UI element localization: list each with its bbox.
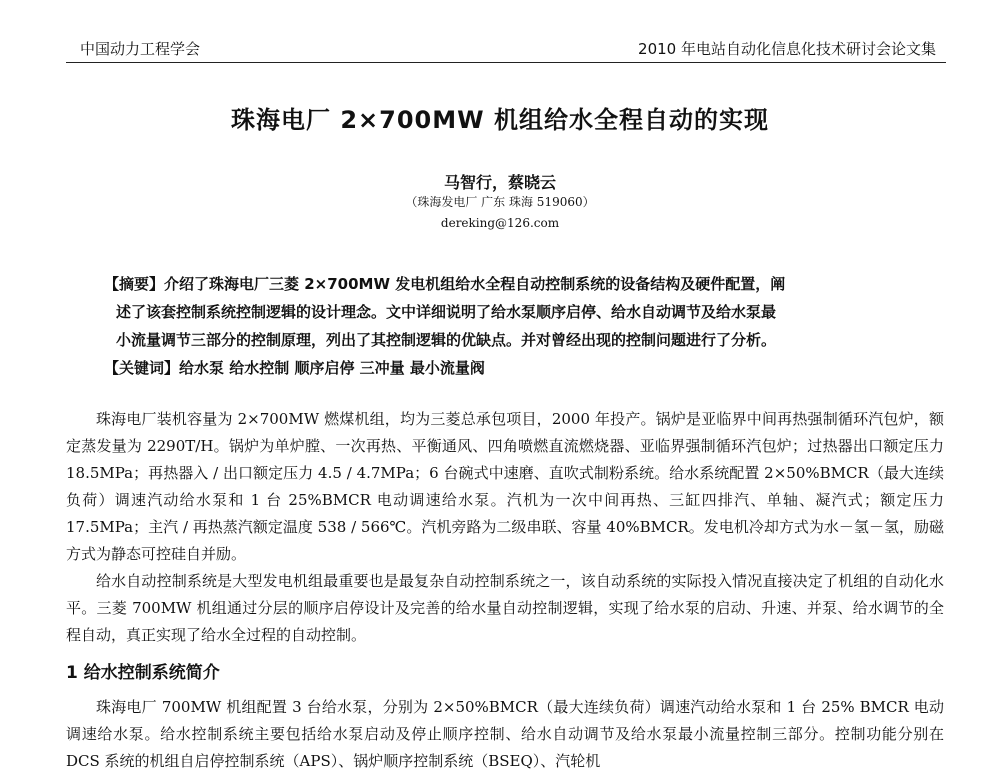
header-proceedings: 2010 年电站自动化信息化技术研讨会论文集 xyxy=(638,40,936,58)
intro-body xyxy=(66,406,944,649)
running-header xyxy=(66,38,946,63)
intro-paragraph: 给水自动控制系统是大型发电机组最重要也是最复杂自动控制系统之一，该自动系统的实际投入情况直接决定了机组的自动化水平。三菱 700MW 机组通过分层的顺序启停设计及完善的给水量自动控制逻辑，实现了给水泵的启动、升速、并泵、给水调节的全程自动，真正实现了给水全过程的自动控制。 xyxy=(66,572,944,644)
section-paragraph: 珠海电厂 700MW 机组配置 3 台给水泵，分别为 2×50%BMCR（最大连续负荷）调速汽动给水泵和 1 台 25% BMCR 电动调速给水泵。给水控制系统主要包括给水泵启动及停止顺序控制、给水自动调节及给水泵最小流量控制三部分。控制功能分别在 DCS 系统的机组自启停控制系统（APS）、锅炉顺序控制系统（BSEQ）、汽轮机 xyxy=(66,698,944,770)
paper-affiliation: （珠海发电厂 广东 珠海 519060） xyxy=(405,195,595,209)
section-body xyxy=(66,694,944,775)
abstract-line: 小流量调节三部分的控制原理，列出了其控制逻辑的优缺点。并对曾经出现的控制问题进行了分析。 xyxy=(116,331,777,349)
header-society: 中国动力工程学会 xyxy=(80,40,201,58)
author-email: dereking@126.com xyxy=(440,216,560,230)
keywords-line: 【关键词】给水泵 给水控制 顺序启停 三冲量 最小流量阀 xyxy=(104,359,485,377)
intro-paragraph: 珠海电厂装机容量为 2×700MW 燃煤机组，均为三菱总承包项目，2000 年投产。锅炉是亚临界中间再热强制循环汽包炉，额定蒸发量为 2290T/H。锅炉为单炉膛、一次再热、平衡通风、四角喷燃直流燃烧器、亚临界强制循环汽包炉；过热器出口额定压力 18.5MPa；再热器入 / 出口额定压力 4.5 / 4.7MPa；6 台碗式中速磨、直吹式制粉系统。给水系统配置 2×50%BMCR（最大连续负荷）调速汽动给水泵和 1 台 25%BMCR 电动调速给水泵。汽机为一次中间再热、三缸四排汽、单轴、凝汽式；额定压力 17.5MPa；主汽 / 再热蒸汽额定温度 538 / 566℃。汽机旁路为二级串联、容量 40%BMCR。发电机冷却方式为水－氢－氢，励磁方式为静态可控硅自并励。 xyxy=(66,410,944,563)
section-heading: 1 给水控制系统简介 xyxy=(66,663,220,683)
paper-title: 珠海电厂 2×700MW 机组给水全程自动的实现 xyxy=(231,106,769,134)
abstract-line: 【摘要】介绍了珠海电厂三菱 2×700MW 发电机组给水全程自动控制系统的设备结构及硬件配置，阐 xyxy=(104,275,786,293)
paper-authors: 马智行，蔡晓云 xyxy=(443,173,556,192)
abstract-line: 述了该套控制系统控制逻辑的设计理念。文中详细说明了给水泵顺序启停、给水自动调节及给水泵最 xyxy=(116,303,777,321)
abstract-block xyxy=(104,270,904,382)
